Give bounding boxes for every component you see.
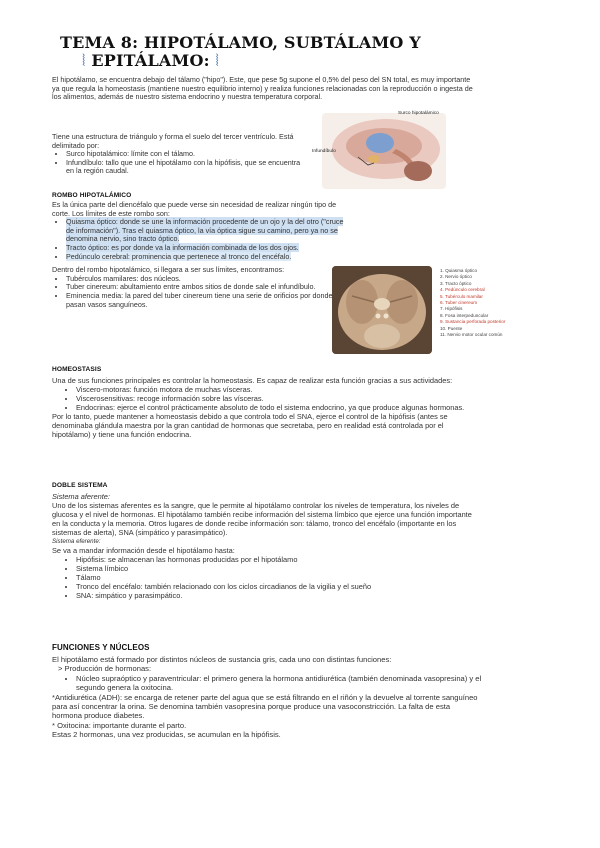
list-item: • Endocrinas: ejerce el control prácticamente absoluto de todo el sistema endocrino, ya que produce algunas hormonas. [76,403,482,412]
homeostasis-section [52,376,482,439]
funciones-text: El hipotálamo está formado por distintos núcleos de sustancia gris, cada uno con distintas funciones: [52,655,392,664]
shape-list [52,150,302,176]
fig1-label-surco: Surco hipotalámico [398,111,439,116]
list-item: • Tuber cinereum: abultamiento entre ambos sitios de donde sale el infundíbulo. [66,283,344,292]
homeostasis-heading: HOMEOSTASIS [52,366,102,373]
shape-text: Tiene una estructura de triángulo y forma el suelo del tercer ventrículo. Está delimitado por: [52,132,294,150]
legend-item: 1. Quiasma óptico [440,268,478,273]
list-item: • Hipófisis: se almacenan las hormonas producidas por el hipotálamo [76,555,482,564]
legend-item: 2. Nervio óptico [440,274,472,280]
legend-item: 10. Puente [440,325,463,331]
list-item: • Eminencia media: la pared del tuber cinereum tiene una serie de orificios por donde pasan vasos sanguíneos. [66,292,344,309]
shape-paragraph [52,133,302,176]
title-line-1: TEMA 8: HIPOTÁLAMO, SUBTÁLAMO Y [60,33,421,52]
brain-inferior-figure [332,266,432,354]
list-item: • Surco hipotalámico: límite con el tálamo. [66,150,302,159]
list-item: • Quiasma óptico: donde se une la información procedente de un ojo y la del otro ("cruce de información"). Tras el quiasma óptico, la vía óptica sigue su camino, pero ya no se denomina nervio, sino tracto óptico. [66,218,344,244]
aferente-text: Uno de los sistemas aferentes es la sangre, que le permite al hipotálamo controlar los niveles de temperatura, los niveles de glucosa y el nivel de hormonas. El hipotálamo también recibe información del sistema límbico que ejerce una función importante en la conducta y la memoria. Otros lugares de donde recibe información son: tálamo, tronco del encéfalo (importante en los sistemas de alerta), SNA (simpático y parasimpático). [52,501,472,537]
list-item: • Tálamo [76,573,482,582]
legend-item: 3. Tracto óptico [440,280,472,286]
legend-item: 11. Nervio motor ocular común [440,332,503,338]
funciones-list [52,674,482,693]
last-text: Estas 2 hormonas, una vez producidas, se acumulan en la hipófisis. [52,730,281,740]
doble-heading: DOBLE SISTEMA [52,482,108,489]
brain-inferior-photo [332,266,432,354]
list-item: • Viscerosensitivas: recoge información sobre las vísceras. [76,394,482,403]
funciones-sub: > Producción de hormonas: [58,664,152,674]
oxitocina-text: * Oxitocina: importante durante el parto. [52,720,187,730]
brain-sagittal-illustration [322,113,446,189]
eferente-title: Sistema eferente: [52,538,101,545]
list-item: • Tubérculos mamilares: dos núcleos. [66,275,344,284]
legend-item: 4. Pedúnculo cerebral [440,287,485,293]
fig2-legend [440,268,560,338]
legend-item: 9. Sustancia perforada posterior [440,319,506,325]
rombo-heading: ROMBO HIPOTALÁMICO [52,192,132,199]
rombo-section [52,201,344,309]
legend-item: 6. Tuber cinereum [440,300,478,306]
adh-text: *Antidiurética (ADH): se encarga de retener parte del agua que se está filtrando en el riñón y la devuelve al torrente sanguíneo para así concentrar la orina. Se denomina también vasopresina porque produce una vasoconstricción. La falta de esta hormona produce diabetes. [52,692,478,721]
list-item: • Viscero-motoras: función motora de muchas vísceras. [76,385,482,394]
legend-item: 5. Tubérculo mamilar [440,293,483,299]
eferente-text: Se va a mandar información desde el hipotálamo hasta: [52,546,235,555]
list-item: • Sistema límbico [76,564,482,573]
homeostasis-list [52,385,482,412]
brain-sagittal-figure [322,113,446,189]
intro-paragraph: El hipotálamo, se encuentra debajo del tálamo ("hipo"). Este, que pese 5g supone el 0,5% del peso del SN total, es muy importante ya que regula la homeostasis (mantiene nuestro equilibrio interno) y realiza funciones relacionadas con la reproducción o ingesta de los alimentos, además de nuestro sistema endocrino y nuestra temperatura corporal. [52,75,473,102]
homeostasis-conclusion: Por lo tanto, puede mantener a homeostasis debido a que controla todo el SNA, ejerce el control de la hipófisis (antes se denominaba glándula maestra por la gran cantidad de hormonas que secretaba, pero en realidad está controlada por el hipotálamo) y tiene una función endocrina. [52,412,448,439]
legend-item: 7. Hipófisis [440,306,463,312]
aferente-title: Sistema aferente: [52,492,110,501]
funciones-section [52,655,482,740]
list-item: • Pedúnculo cerebral: prominencia que pertenece al tronco del encéfalo. [66,253,344,262]
list-item: • Tracto óptico: es por donde va la información combinada de los dos ojos. [66,244,344,253]
rombo-list [52,218,344,261]
fig1-label-infundibulo: Infundíbulo [312,149,336,154]
rombo-text: Es la única parte del diencéfalo que puede verse sin necesidad de realizar ningún tipo de corte. Los límites de este rombo son: [52,200,337,218]
legend-item: 8. Fosa interpeduncular [440,312,489,318]
title-ornament-right: ⦚ [215,51,220,70]
homeostasis-text: Una de sus funciones principales es controlar la homeostasis. Es capaz de realizar esta función gracias a sus actividades: [52,376,453,385]
eferente-list [52,555,482,600]
page-title [60,34,500,70]
funciones-heading: FUNCIONES Y NÚCLEOS [52,643,150,652]
list-item: • SNA: simpático y parasimpático. [76,591,482,600]
doble-section [52,492,482,600]
rombo-inside-list [52,275,344,309]
list-item: • Infundíbulo: tallo que une el hipotálamo con la hipófisis, que se encuentra en la región caudal. [66,159,302,176]
title-ornament-left: ⦚ [82,51,86,70]
list-item: • Tronco del encéfalo: también relacionado con los ciclos circadianos de la vigilia y el sueño [76,582,482,591]
list-item: • Núcleo supraóptico y paraventricular: el primero genera la hormona antidiurética (también denominada vasopresina) y el segundo genera la oxitocina. [76,674,482,693]
title-line-2: EPITÁLAMO: [91,51,210,70]
rombo-inside-text: Dentro del rombo hipotalámico, si llegara a ser sus límites, encontramos: [52,265,285,275]
